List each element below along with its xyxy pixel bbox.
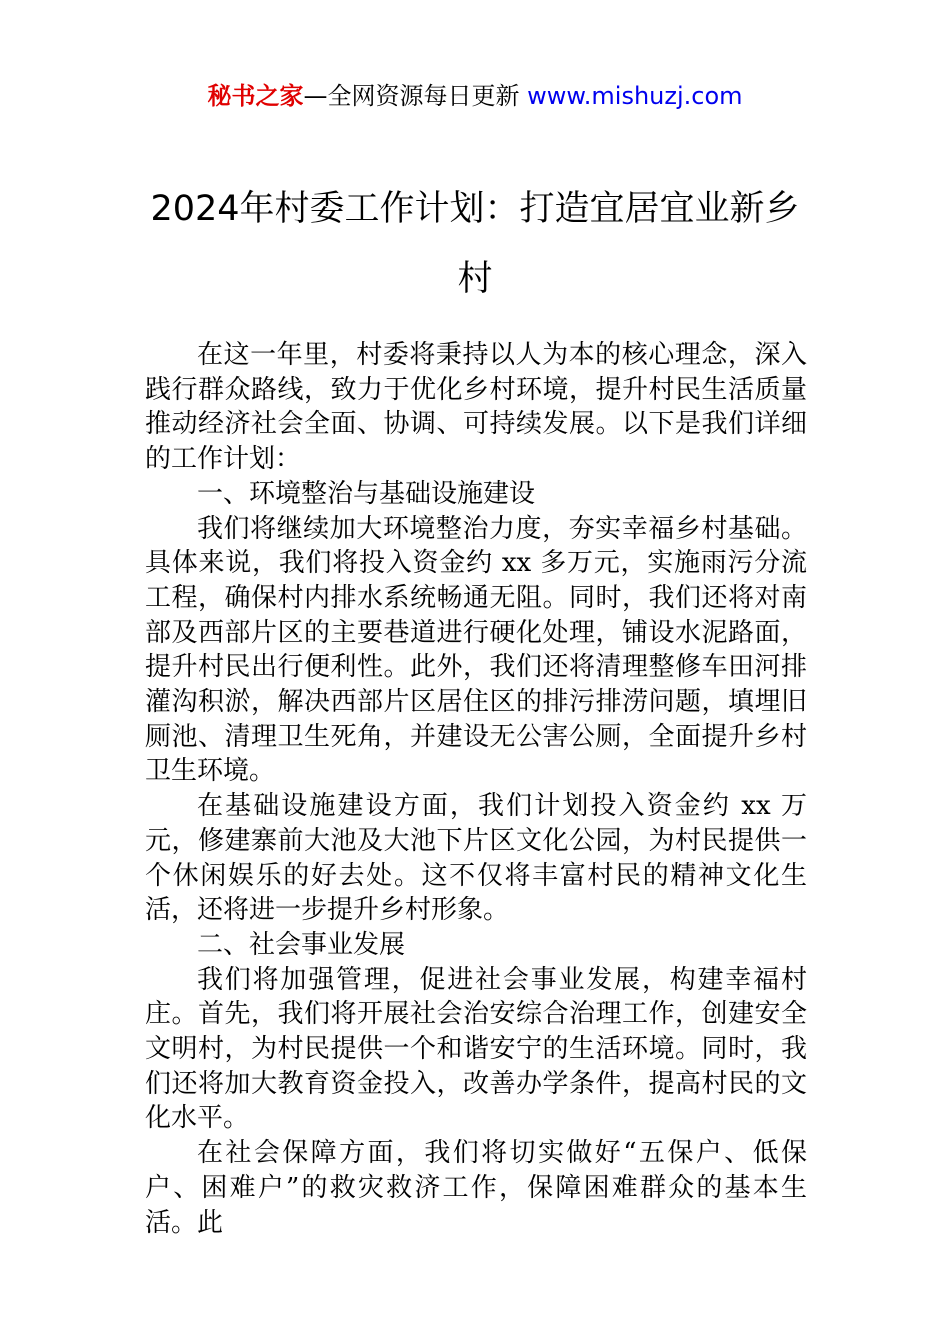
site-link[interactable]: www.mishuzj.com xyxy=(527,82,743,110)
brand-name: 秘书之家 xyxy=(207,82,304,110)
section-heading-environment: 一、环境整治与基础设施建设 xyxy=(197,478,536,509)
document-title: 2024年村委工作计划：打造宜居宜业新乡村 xyxy=(150,189,800,299)
paragraph-infrastructure: 在基础设施建设方面，我们计划投入资金约 xx 万元，修建寨前大池及大池下片区文化公园，为村民提供一个休闲娱乐的好去处。这不仅将丰富村民的精神文化生活，还将进一步提升乡村形象。 xyxy=(145,791,807,926)
paragraph-intro: 在这一年里，村委将秉持以人为本的核心理念，深入践行群众路线，致力于优化乡村环境，提升村民生活质量推动经济社会全面、协调、可持续发展。以下是我们详细的工作计划： xyxy=(145,340,807,475)
section-heading-social: 二、社会事业发展 xyxy=(197,929,406,960)
document-body xyxy=(145,338,807,1240)
paragraph-social: 我们将加强管理，促进社会事业发展，构建幸福村庄。首先，我们将开展社会治安综合治理工作，创建安全文明村，为村民提供一个和谐安宁的生活环境。同时，我们还将加大教育资金投入，改善办学条件，提高村民的文化水平。 xyxy=(145,964,807,1134)
site-header xyxy=(0,80,950,112)
paragraph-environment: 我们将继续加大环境整治力度，夯实幸福乡村基础。具体来说，我们将投入资金约 xx 多万元，实施雨污分流工程，确保村内排水系统畅通无阻。同时，我们还将对南部及西部片区的主要巷道进行硬化处理，铺设水泥路面，提升村民出行便利性。此外，我们还将清理整修车田河排灌沟积淤，解决西部片区居住区的排污排涝问题，填埋旧厕池、清理卫生死角，并建设无公害公厕，全面提升乡村卫生环境。 xyxy=(145,513,807,787)
paragraph-welfare: 在社会保障方面，我们将切实做好“五保户、低保户、困难户”的救灾救济工作，保障困难群众的基本生活。此 xyxy=(145,1138,807,1238)
header-tagline: —全网资源每日更新 xyxy=(303,82,528,110)
